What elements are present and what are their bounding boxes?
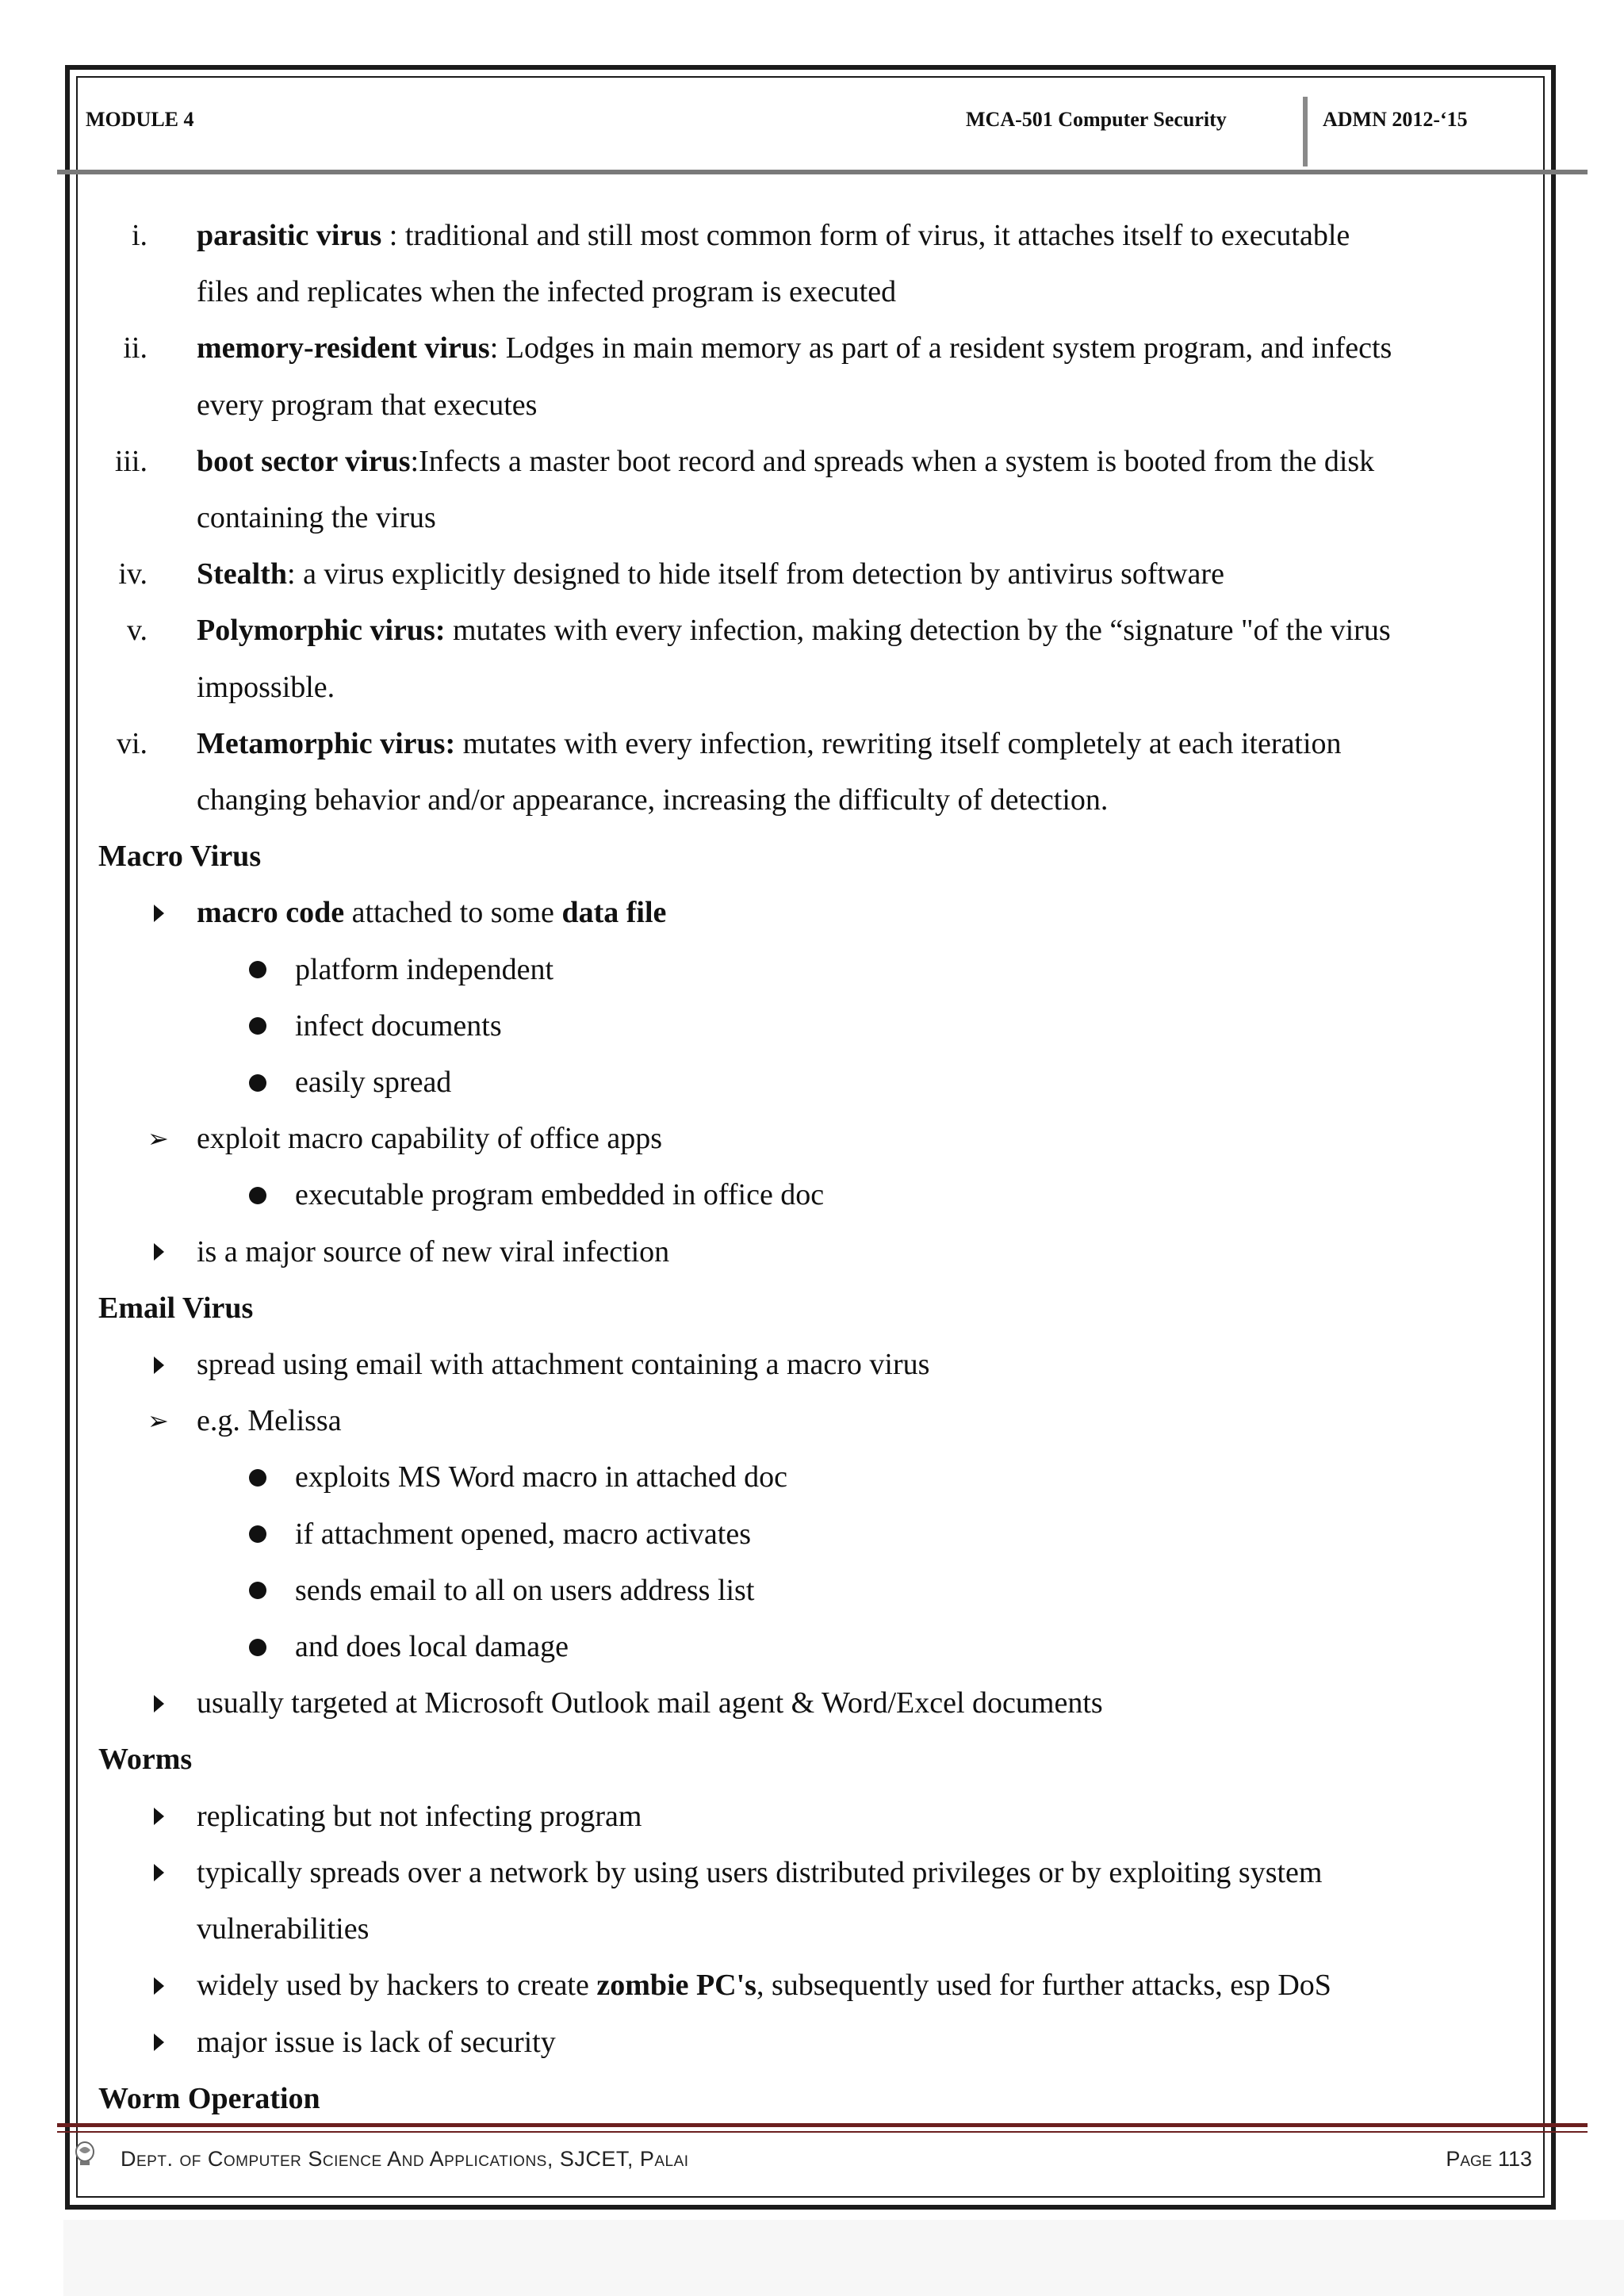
footer-rule-thin (57, 2131, 1588, 2133)
term-separator (445, 614, 453, 647)
dot-bullet-icon (249, 961, 266, 978)
term-separator: : (410, 444, 419, 478)
list-item (98, 434, 1526, 546)
definition-line: traditional and still most common form of virus, it attaches itself to executable (404, 219, 1350, 252)
list-item (98, 208, 1526, 320)
arrowhead-bullet-icon: ➢ (147, 1406, 169, 1437)
definition-line: Infects a master boot record and spreads when a system is booted from the disk (419, 444, 1375, 478)
bullet-item (98, 1337, 1526, 1393)
bullet-text: exploit macro capability of office apps (197, 1122, 663, 1156)
definition-line: every program that executes (197, 388, 538, 422)
bullet-item (98, 2015, 1526, 2071)
term: Metamorphic virus: (197, 726, 456, 760)
sub-bullet-item (98, 1619, 1526, 1675)
bullet-text: e.g. Melissa (197, 1404, 342, 1438)
sub-bullet-item (98, 1563, 1526, 1619)
footer-department: Dept. of Computer Science And Applications, SJCET, Palai (121, 2147, 689, 2171)
triangle-bullet-icon (154, 1864, 164, 1881)
definition-line: mutates with every infection, rewriting itself completely at each iteration (462, 726, 1342, 760)
header-rule (57, 170, 1588, 174)
sub-bullet-item (98, 998, 1526, 1054)
bullet-text: widely used by hackers to create (197, 1969, 597, 2003)
section-heading-email-virus: Email Virus (98, 1291, 254, 1325)
dot-bullet-icon (249, 1187, 266, 1204)
definition-line: changing behavior and/or appearance, increasing the difficulty of detection. (197, 783, 1109, 817)
definition-line: files and replicates when the infected program is executed (197, 275, 897, 309)
bullet-text: vulnerabilities (197, 1912, 370, 1946)
bullet-item (98, 1845, 1526, 1957)
triangle-bullet-icon (154, 905, 164, 922)
sub-bullet-item (98, 1449, 1526, 1506)
triangle-bullet-icon (154, 1695, 164, 1712)
definition-line: a virus explicitly designed to hide itself from detection by antivirus software (303, 557, 1224, 591)
triangle-bullet-icon (154, 1243, 164, 1261)
term: memory-resident virus (197, 331, 490, 365)
dot-bullet-icon (249, 1582, 266, 1599)
dot-bullet-icon (249, 1469, 266, 1487)
page-header (78, 78, 1543, 171)
header-admission-batch: ADMN 2012-‘15 (1323, 108, 1468, 131)
term: Stealth (197, 557, 287, 591)
bullet-text: easily spread (295, 1066, 452, 1100)
section-heading-worms: Worms (98, 1743, 193, 1777)
dot-bullet-icon (249, 1017, 266, 1035)
term-separator: : (489, 331, 506, 365)
virus-types-list (98, 208, 1526, 828)
page-bottom-shade (63, 2220, 1624, 2296)
bullet-item (98, 1675, 1526, 1732)
footer-rule (57, 2123, 1588, 2127)
triangle-bullet-icon (154, 1808, 164, 1825)
list-number: i. (131, 219, 147, 252)
header-divider (1303, 97, 1308, 166)
list-item (98, 716, 1526, 828)
bullet-item (98, 1393, 1526, 1449)
list-number: v. (126, 614, 147, 648)
list-number: iii. (114, 444, 147, 478)
dot-bullet-icon (249, 1525, 266, 1543)
arrowhead-bullet-icon: ➢ (147, 1123, 169, 1154)
triangle-bullet-icon (154, 1977, 164, 1995)
term: Polymorphic virus: (197, 614, 446, 648)
list-item (98, 603, 1526, 715)
section-heading-worm-operation: Worm Operation (98, 2081, 320, 2115)
sub-bullet-item (98, 1167, 1526, 1223)
list-item (98, 546, 1526, 603)
bold-phrase: macro code (197, 896, 345, 930)
dot-bullet-icon (249, 1074, 266, 1092)
definition-line: mutates with every infection, making detection by the “signature "of the virus (452, 614, 1391, 648)
bullet-text: spread using email with attachment containing a macro virus (197, 1348, 930, 1382)
sub-bullet-item (98, 1506, 1526, 1563)
term: boot sector virus (197, 444, 411, 478)
bullet-text: , subsequently used for further attacks, esp DoS (756, 1969, 1331, 2003)
bullet-text: exploits MS Word macro in attached doc (295, 1460, 787, 1494)
list-number: iv. (118, 557, 147, 591)
header-module: MODULE 4 (86, 108, 194, 131)
bullet-text: platform independent (295, 952, 554, 986)
triangle-bullet-icon (154, 2034, 164, 2051)
bullet-text: infect documents (295, 1008, 502, 1043)
bullet-text: executable program embedded in office doc (295, 1178, 825, 1212)
list-item (98, 320, 1526, 433)
bullet-text: usually targeted at Microsoft Outlook mail agent & Word/Excel documents (197, 1686, 1103, 1720)
definition-line: containing the virus (197, 501, 436, 535)
bullet-text: if attachment opened, macro activates (295, 1517, 752, 1551)
definition-line: Lodges in main memory as part of a resident system program, and infects (505, 331, 1392, 365)
bold-phrase: zombie PC's (596, 1969, 756, 2003)
dot-bullet-icon (249, 1639, 266, 1656)
definition-line: impossible. (197, 670, 335, 704)
section-heading-macro-virus: Macro Virus (98, 840, 262, 874)
sub-bullet-item (98, 1054, 1526, 1111)
bullet-text: sends email to all on users address list (295, 1573, 755, 1607)
page-content (98, 208, 1526, 2127)
bullet-item (98, 1224, 1526, 1280)
term-separator: : (287, 557, 304, 591)
term: parasitic virus (197, 219, 382, 252)
bullet-text: and does local damage (295, 1630, 569, 1664)
bullet-item (98, 1789, 1526, 1845)
term-separator: : (381, 219, 405, 252)
college-logo-icon (73, 2141, 97, 2168)
header-course: MCA-501 Computer Security (966, 108, 1227, 131)
bullet-text: is a major source of new viral infection (197, 1234, 670, 1269)
list-number: ii. (123, 331, 147, 365)
bullet-item (98, 1957, 1526, 2014)
sub-bullet-item (98, 942, 1526, 998)
bullet-text: typically spreads over a network by using users distributed privileges or by exploiting system (197, 1855, 1323, 1889)
bullet-text: major issue is lack of security (197, 2025, 556, 2059)
footer-page-number: Page 113 (1446, 2147, 1532, 2171)
bullet-text: attached to some (344, 896, 562, 930)
bold-phrase: data file (561, 896, 667, 930)
triangle-bullet-icon (154, 1357, 164, 1374)
bullet-item (98, 885, 1526, 941)
list-number: vi. (116, 726, 147, 760)
bullet-item (98, 1111, 1526, 1167)
bullet-text: replicating but not infecting program (197, 1799, 642, 1833)
term-separator (455, 727, 463, 760)
